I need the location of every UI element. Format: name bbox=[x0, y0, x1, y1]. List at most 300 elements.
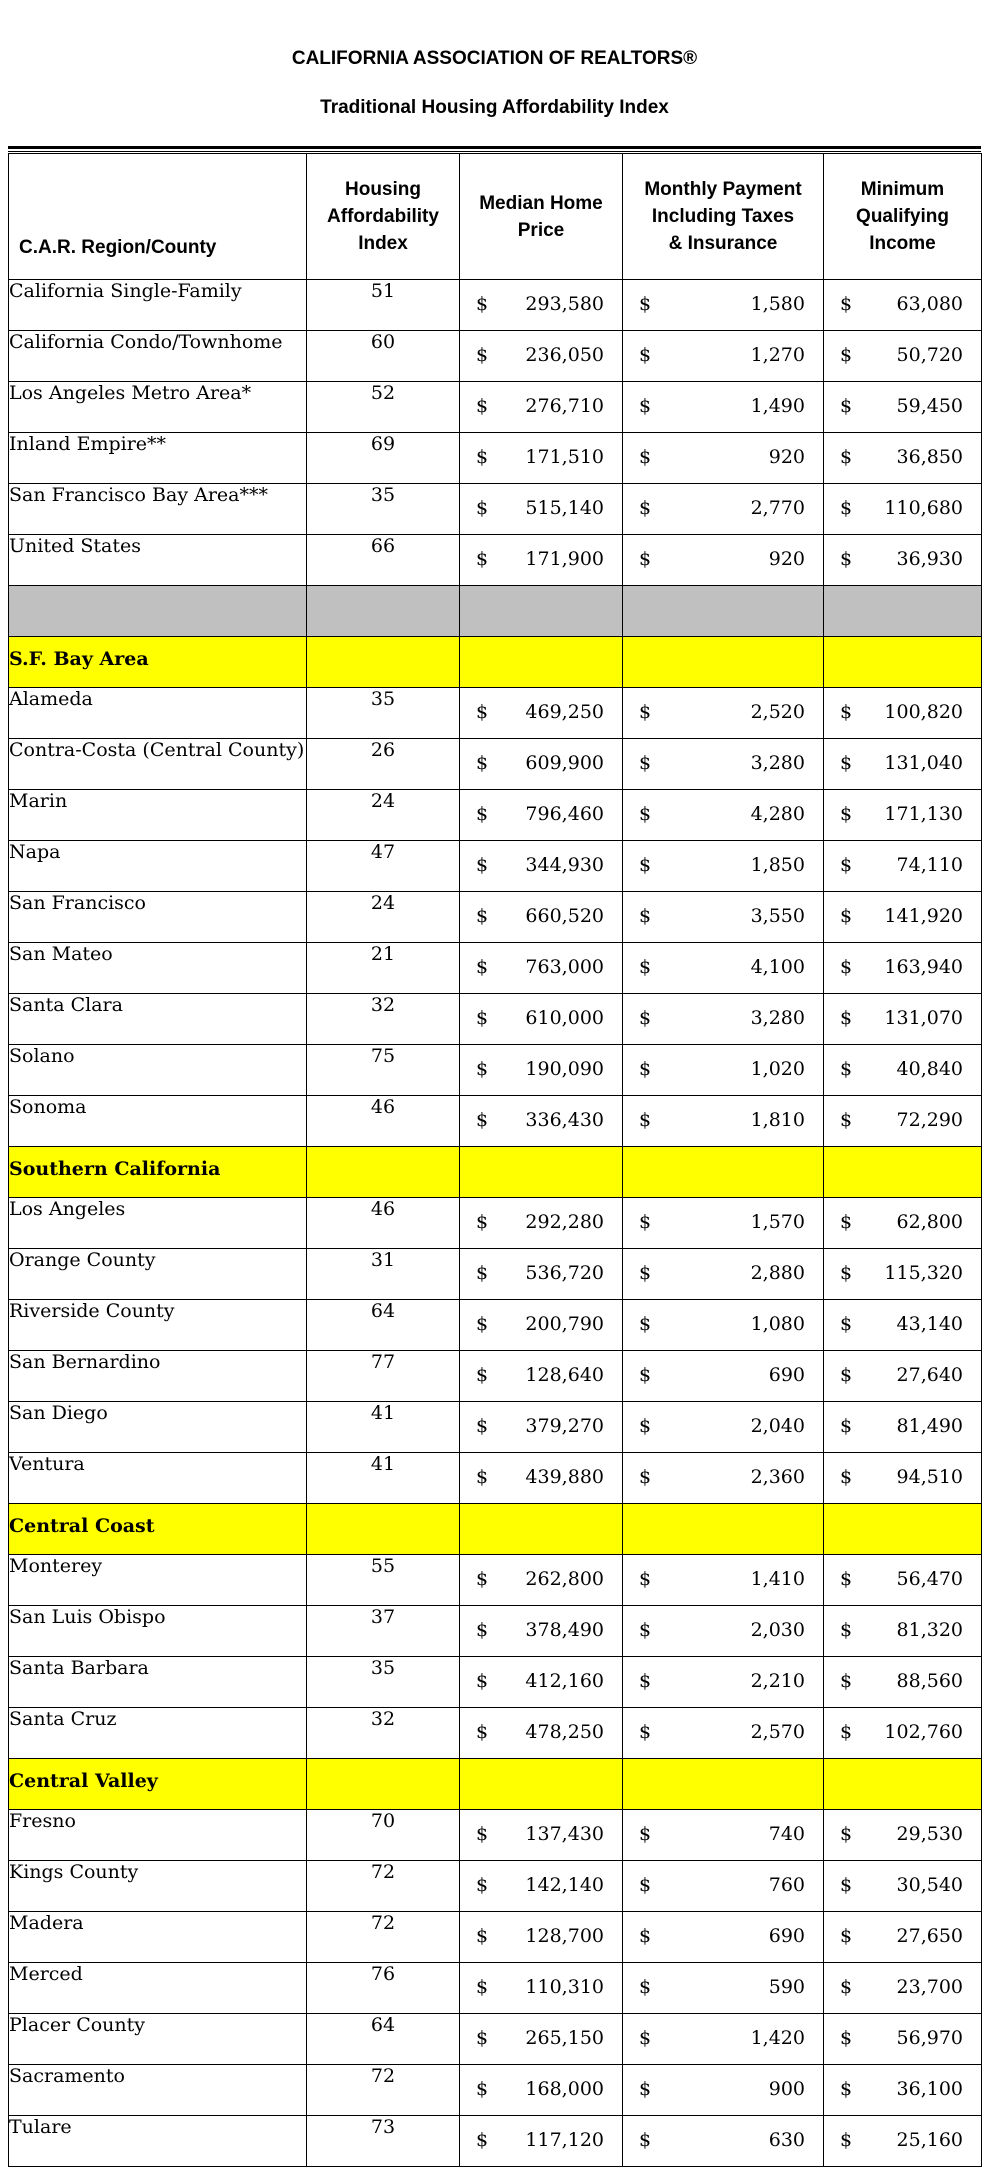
currency-symbol: $ bbox=[476, 1466, 489, 1488]
affordability-index: 32 bbox=[307, 1708, 460, 1759]
region-name: Fresno bbox=[9, 1810, 307, 1861]
section-title: Southern California bbox=[9, 1147, 307, 1198]
qualifying-income bbox=[824, 1402, 982, 1453]
monthly-payment bbox=[623, 994, 824, 1045]
region-name: Contra-Costa (Central County) bbox=[9, 739, 307, 790]
qualifying-income-value: 56,470 bbox=[896, 1568, 963, 1590]
monthly-payment bbox=[623, 1963, 824, 2014]
affordability-index: 60 bbox=[307, 331, 460, 382]
median-price-value: 439,880 bbox=[525, 1466, 604, 1488]
monthly-payment bbox=[623, 892, 824, 943]
monthly-payment-value: 2,030 bbox=[750, 1619, 805, 1641]
monthly-payment bbox=[623, 841, 824, 892]
median-price-value: 236,050 bbox=[525, 344, 604, 366]
table-top-rule bbox=[8, 146, 981, 149]
monthly-payment-value: 3,550 bbox=[750, 905, 805, 927]
monthly-payment bbox=[623, 484, 824, 535]
table-row bbox=[9, 790, 982, 841]
qualifying-income bbox=[824, 943, 982, 994]
monthly-payment bbox=[623, 1096, 824, 1147]
table-row bbox=[9, 1912, 982, 1963]
table-header-row bbox=[9, 154, 982, 280]
qualifying-income-value: 110,680 bbox=[884, 497, 963, 519]
currency-symbol: $ bbox=[476, 1670, 489, 1692]
median-price bbox=[460, 1657, 623, 1708]
section-cell bbox=[307, 637, 460, 688]
section-title: S.F. Bay Area bbox=[9, 637, 307, 688]
qualifying-income bbox=[824, 1963, 982, 2014]
qualifying-income bbox=[824, 1096, 982, 1147]
qualifying-income bbox=[824, 1708, 982, 1759]
median-price-value: 609,900 bbox=[525, 752, 604, 774]
monthly-payment-value: 1,580 bbox=[750, 293, 805, 315]
qualifying-income-value: 88,560 bbox=[896, 1670, 963, 1692]
currency-symbol: $ bbox=[639, 905, 652, 927]
table-row bbox=[9, 1708, 982, 1759]
median-price bbox=[460, 1453, 623, 1504]
affordability-index: 72 bbox=[307, 2065, 460, 2116]
monthly-payment-value: 690 bbox=[768, 1925, 805, 1947]
section-cell bbox=[307, 586, 460, 637]
monthly-payment bbox=[623, 1861, 824, 1912]
region-name: California Condo/Townhome bbox=[9, 331, 307, 382]
currency-symbol: $ bbox=[840, 1466, 853, 1488]
currency-symbol: $ bbox=[840, 446, 853, 468]
qualifying-income bbox=[824, 1810, 982, 1861]
section-cell bbox=[623, 637, 824, 688]
currency-symbol: $ bbox=[476, 752, 489, 774]
currency-symbol: $ bbox=[476, 1211, 489, 1233]
monthly-payment-value: 2,770 bbox=[750, 497, 805, 519]
median-price-value: 171,900 bbox=[525, 548, 604, 570]
currency-symbol: $ bbox=[840, 1058, 853, 1080]
region-name: Marin bbox=[9, 790, 307, 841]
table-row bbox=[9, 1657, 982, 1708]
table-row bbox=[9, 1453, 982, 1504]
region-name: Napa bbox=[9, 841, 307, 892]
table-row bbox=[9, 943, 982, 994]
monthly-payment bbox=[623, 1912, 824, 1963]
section-cell bbox=[623, 1147, 824, 1198]
region-name: San Francisco bbox=[9, 892, 307, 943]
qualifying-income bbox=[824, 1912, 982, 1963]
median-price-value: 378,490 bbox=[525, 1619, 604, 1641]
section-cell bbox=[623, 1759, 824, 1810]
currency-symbol: $ bbox=[476, 1364, 489, 1386]
currency-symbol: $ bbox=[840, 905, 853, 927]
currency-symbol: $ bbox=[840, 1211, 853, 1233]
region-name: Santa Barbara bbox=[9, 1657, 307, 1708]
table-row bbox=[9, 1402, 982, 1453]
median-price-value: 128,700 bbox=[525, 1925, 604, 1947]
qualifying-income bbox=[824, 1249, 982, 1300]
section-cell bbox=[460, 1504, 623, 1555]
affordability-table bbox=[8, 153, 982, 2167]
region-name: Los Angeles bbox=[9, 1198, 307, 1249]
currency-symbol: $ bbox=[840, 1823, 853, 1845]
qualifying-income-value: 72,290 bbox=[896, 1109, 963, 1131]
section-title: Central Coast bbox=[9, 1504, 307, 1555]
table-row bbox=[9, 2014, 982, 2065]
monthly-payment bbox=[623, 2116, 824, 2167]
region-name: Sonoma bbox=[9, 1096, 307, 1147]
region-name: United States bbox=[9, 535, 307, 586]
currency-symbol: $ bbox=[840, 1874, 853, 1896]
table-row bbox=[9, 1861, 982, 1912]
currency-symbol: $ bbox=[476, 293, 489, 315]
monthly-payment-value: 690 bbox=[768, 1364, 805, 1386]
currency-symbol: $ bbox=[476, 1262, 489, 1284]
table-row bbox=[9, 1096, 982, 1147]
currency-symbol: $ bbox=[840, 1670, 853, 1692]
qualifying-income-value: 141,920 bbox=[884, 905, 963, 927]
qualifying-income-value: 40,840 bbox=[896, 1058, 963, 1080]
table-row bbox=[9, 535, 982, 586]
median-price-value: 336,430 bbox=[525, 1109, 604, 1131]
currency-symbol: $ bbox=[639, 956, 652, 978]
section-header-row bbox=[9, 1147, 982, 1198]
currency-symbol: $ bbox=[639, 497, 652, 519]
currency-symbol: $ bbox=[639, 2078, 652, 2100]
qualifying-income bbox=[824, 1198, 982, 1249]
monthly-payment-value: 1,420 bbox=[750, 2027, 805, 2049]
currency-symbol: $ bbox=[639, 1415, 652, 1437]
qualifying-income-value: 30,540 bbox=[896, 1874, 963, 1896]
qualifying-income bbox=[824, 1657, 982, 1708]
qualifying-income-value: 63,080 bbox=[896, 293, 963, 315]
median-price-value: 469,250 bbox=[525, 701, 604, 723]
affordability-index: 46 bbox=[307, 1096, 460, 1147]
section-cell bbox=[623, 1504, 824, 1555]
region-name: San Diego bbox=[9, 1402, 307, 1453]
median-price bbox=[460, 1912, 623, 1963]
monthly-payment bbox=[623, 2014, 824, 2065]
qualifying-income-value: 27,640 bbox=[896, 1364, 963, 1386]
column-header-region: C.A.R. Region/County bbox=[9, 154, 307, 280]
median-price-value: 190,090 bbox=[525, 1058, 604, 1080]
separator-cell bbox=[9, 586, 307, 637]
document-title: CALIFORNIA ASSOCIATION OF REALTORS® bbox=[291, 48, 698, 69]
qualifying-income-value: 29,530 bbox=[896, 1823, 963, 1845]
monthly-payment bbox=[623, 1606, 824, 1657]
affordability-index: 31 bbox=[307, 1249, 460, 1300]
currency-symbol: $ bbox=[639, 548, 652, 570]
table-row bbox=[9, 1555, 982, 1606]
currency-symbol: $ bbox=[840, 956, 853, 978]
table-row bbox=[9, 1606, 982, 1657]
currency-symbol: $ bbox=[840, 2027, 853, 2049]
qualifying-income bbox=[824, 994, 982, 1045]
region-name: San Francisco Bay Area*** bbox=[9, 484, 307, 535]
monthly-payment-value: 2,520 bbox=[750, 701, 805, 723]
qualifying-income bbox=[824, 1045, 982, 1096]
qualifying-income-value: 50,720 bbox=[896, 344, 963, 366]
currency-symbol: $ bbox=[840, 1415, 853, 1437]
monthly-payment bbox=[623, 1810, 824, 1861]
section-cell bbox=[623, 586, 824, 637]
section-cell bbox=[824, 1504, 982, 1555]
median-price-value: 128,640 bbox=[525, 1364, 604, 1386]
currency-symbol: $ bbox=[840, 803, 853, 825]
monthly-payment-value: 2,360 bbox=[750, 1466, 805, 1488]
region-name: Los Angeles Metro Area* bbox=[9, 382, 307, 433]
monthly-payment-value: 760 bbox=[768, 1874, 805, 1896]
region-name: Orange County bbox=[9, 1249, 307, 1300]
qualifying-income bbox=[824, 1606, 982, 1657]
currency-symbol: $ bbox=[639, 803, 652, 825]
section-cell bbox=[307, 1504, 460, 1555]
currency-symbol: $ bbox=[840, 1109, 853, 1131]
median-price bbox=[460, 841, 623, 892]
monthly-payment bbox=[623, 1453, 824, 1504]
qualifying-income bbox=[824, 688, 982, 739]
currency-symbol: $ bbox=[840, 1925, 853, 1947]
median-price-value: 200,790 bbox=[525, 1313, 604, 1335]
column-header-monthly-payment: Monthly Payment Including Taxes & Insurance bbox=[623, 154, 824, 280]
table-row bbox=[9, 2065, 982, 2116]
affordability-index: 70 bbox=[307, 1810, 460, 1861]
table-row bbox=[9, 331, 982, 382]
section-cell bbox=[307, 1147, 460, 1198]
affordability-index: 75 bbox=[307, 1045, 460, 1096]
currency-symbol: $ bbox=[840, 1007, 853, 1029]
median-price bbox=[460, 892, 623, 943]
qualifying-income-value: 25,160 bbox=[896, 2129, 963, 2151]
median-price-value: 515,140 bbox=[525, 497, 604, 519]
monthly-payment-value: 590 bbox=[768, 1976, 805, 1998]
currency-symbol: $ bbox=[476, 1976, 489, 1998]
monthly-payment-value: 1,080 bbox=[750, 1313, 805, 1335]
qualifying-income-value: 163,940 bbox=[884, 956, 963, 978]
section-header-row bbox=[9, 1759, 982, 1810]
qualifying-income-value: 102,760 bbox=[884, 1721, 963, 1743]
currency-symbol: $ bbox=[476, 1313, 489, 1335]
affordability-index: 47 bbox=[307, 841, 460, 892]
monthly-payment bbox=[623, 331, 824, 382]
column-header-qualifying-income: Minimum Qualifying Income bbox=[824, 154, 982, 280]
monthly-payment bbox=[623, 943, 824, 994]
currency-symbol: $ bbox=[639, 2129, 652, 2151]
currency-symbol: $ bbox=[840, 293, 853, 315]
separator-row bbox=[9, 586, 982, 637]
column-header-index: Housing Affordability Index bbox=[307, 154, 460, 280]
monthly-payment-value: 4,280 bbox=[750, 803, 805, 825]
affordability-index: 35 bbox=[307, 484, 460, 535]
median-price bbox=[460, 1402, 623, 1453]
monthly-payment bbox=[623, 433, 824, 484]
currency-symbol: $ bbox=[840, 497, 853, 519]
table-row bbox=[9, 1810, 982, 1861]
section-cell bbox=[824, 1759, 982, 1810]
monthly-payment-value: 1,570 bbox=[750, 1211, 805, 1233]
monthly-payment-value: 2,210 bbox=[750, 1670, 805, 1692]
affordability-index: 41 bbox=[307, 1402, 460, 1453]
currency-symbol: $ bbox=[476, 548, 489, 570]
currency-symbol: $ bbox=[476, 1619, 489, 1641]
qualifying-income-value: 74,110 bbox=[896, 854, 963, 876]
monthly-payment-value: 4,100 bbox=[750, 956, 805, 978]
currency-symbol: $ bbox=[476, 701, 489, 723]
monthly-payment bbox=[623, 1657, 824, 1708]
section-cell bbox=[460, 1759, 623, 1810]
currency-symbol: $ bbox=[476, 854, 489, 876]
currency-symbol: $ bbox=[476, 1823, 489, 1845]
qualifying-income bbox=[824, 739, 982, 790]
median-price bbox=[460, 688, 623, 739]
affordability-index: 73 bbox=[307, 2116, 460, 2167]
qualifying-income-value: 43,140 bbox=[896, 1313, 963, 1335]
affordability-index: 64 bbox=[307, 2014, 460, 2065]
affordability-index: 77 bbox=[307, 1351, 460, 1402]
currency-symbol: $ bbox=[639, 1007, 652, 1029]
affordability-index: 51 bbox=[307, 280, 460, 331]
qualifying-income bbox=[824, 892, 982, 943]
qualifying-income-value: 81,490 bbox=[896, 1415, 963, 1437]
section-cell bbox=[824, 637, 982, 688]
currency-symbol: $ bbox=[639, 701, 652, 723]
table-row bbox=[9, 1045, 982, 1096]
monthly-payment bbox=[623, 1045, 824, 1096]
section-header-row bbox=[9, 637, 982, 688]
median-price-value: 763,000 bbox=[525, 956, 604, 978]
median-price bbox=[460, 535, 623, 586]
table-row bbox=[9, 688, 982, 739]
currency-symbol: $ bbox=[476, 395, 489, 417]
qualifying-income bbox=[824, 841, 982, 892]
region-name: Tulare bbox=[9, 2116, 307, 2167]
median-price-value: 293,580 bbox=[525, 293, 604, 315]
monthly-payment-value: 2,570 bbox=[750, 1721, 805, 1743]
currency-symbol: $ bbox=[639, 1262, 652, 1284]
section-cell bbox=[460, 586, 623, 637]
median-price-value: 796,460 bbox=[525, 803, 604, 825]
monthly-payment-value: 1,810 bbox=[750, 1109, 805, 1131]
currency-symbol: $ bbox=[840, 1619, 853, 1641]
region-name: Merced bbox=[9, 1963, 307, 2014]
table-row bbox=[9, 1351, 982, 1402]
currency-symbol: $ bbox=[639, 1823, 652, 1845]
currency-symbol: $ bbox=[476, 1415, 489, 1437]
median-price bbox=[460, 1708, 623, 1759]
median-price bbox=[460, 2065, 623, 2116]
column-header-median-price: Median Home Price bbox=[460, 154, 623, 280]
currency-symbol: $ bbox=[639, 1619, 652, 1641]
qualifying-income bbox=[824, 433, 982, 484]
currency-symbol: $ bbox=[639, 1568, 652, 1590]
affordability-index: 21 bbox=[307, 943, 460, 994]
section-cell bbox=[824, 586, 982, 637]
qualifying-income-value: 23,700 bbox=[896, 1976, 963, 1998]
currency-symbol: $ bbox=[476, 1874, 489, 1896]
median-price bbox=[460, 382, 623, 433]
currency-symbol: $ bbox=[840, 1721, 853, 1743]
qualifying-income-value: 62,800 bbox=[896, 1211, 963, 1233]
section-title: Central Valley bbox=[9, 1759, 307, 1810]
monthly-payment-value: 740 bbox=[768, 1823, 805, 1845]
qualifying-income-value: 131,070 bbox=[884, 1007, 963, 1029]
currency-symbol: $ bbox=[476, 905, 489, 927]
monthly-payment bbox=[623, 739, 824, 790]
qualifying-income-value: 115,320 bbox=[884, 1262, 963, 1284]
median-price-value: 171,510 bbox=[525, 446, 604, 468]
monthly-payment bbox=[623, 1708, 824, 1759]
region-name: San Luis Obispo bbox=[9, 1606, 307, 1657]
affordability-index: 64 bbox=[307, 1300, 460, 1351]
median-price-value: 478,250 bbox=[525, 1721, 604, 1743]
currency-symbol: $ bbox=[840, 1568, 853, 1590]
median-price bbox=[460, 1351, 623, 1402]
region-name: Santa Cruz bbox=[9, 1708, 307, 1759]
monthly-payment-value: 3,280 bbox=[750, 1007, 805, 1029]
median-price-value: 262,800 bbox=[525, 1568, 604, 1590]
currency-symbol: $ bbox=[476, 497, 489, 519]
currency-symbol: $ bbox=[639, 1466, 652, 1488]
qualifying-income bbox=[824, 790, 982, 841]
qualifying-income bbox=[824, 1351, 982, 1402]
currency-symbol: $ bbox=[476, 2129, 489, 2151]
currency-symbol: $ bbox=[639, 1109, 652, 1131]
qualifying-income bbox=[824, 1861, 982, 1912]
qualifying-income bbox=[824, 1555, 982, 1606]
currency-symbol: $ bbox=[840, 1364, 853, 1386]
region-name: Ventura bbox=[9, 1453, 307, 1504]
region-name: Inland Empire** bbox=[9, 433, 307, 484]
currency-symbol: $ bbox=[476, 1058, 489, 1080]
affordability-index: 46 bbox=[307, 1198, 460, 1249]
table-row bbox=[9, 1249, 982, 1300]
median-price bbox=[460, 433, 623, 484]
currency-symbol: $ bbox=[476, 1568, 489, 1590]
monthly-payment-value: 900 bbox=[768, 2078, 805, 2100]
affordability-index: 76 bbox=[307, 1963, 460, 2014]
median-price-value: 265,150 bbox=[525, 2027, 604, 2049]
qualifying-income-value: 36,100 bbox=[896, 2078, 963, 2100]
monthly-payment-value: 1,850 bbox=[750, 854, 805, 876]
qualifying-income-value: 59,450 bbox=[896, 395, 963, 417]
affordability-index: 69 bbox=[307, 433, 460, 484]
currency-symbol: $ bbox=[639, 1670, 652, 1692]
currency-symbol: $ bbox=[476, 446, 489, 468]
table-row bbox=[9, 382, 982, 433]
monthly-payment bbox=[623, 382, 824, 433]
monthly-payment bbox=[623, 790, 824, 841]
monthly-payment bbox=[623, 1402, 824, 1453]
median-price-value: 344,930 bbox=[525, 854, 604, 876]
qualifying-income-value: 171,130 bbox=[884, 803, 963, 825]
table-row bbox=[9, 1963, 982, 2014]
qualifying-income bbox=[824, 535, 982, 586]
median-price bbox=[460, 1810, 623, 1861]
qualifying-income bbox=[824, 382, 982, 433]
monthly-payment bbox=[623, 1198, 824, 1249]
affordability-index: 24 bbox=[307, 892, 460, 943]
median-price bbox=[460, 1861, 623, 1912]
currency-symbol: $ bbox=[639, 752, 652, 774]
monthly-payment bbox=[623, 2065, 824, 2116]
section-cell bbox=[460, 637, 623, 688]
qualifying-income-value: 100,820 bbox=[884, 701, 963, 723]
qualifying-income bbox=[824, 1300, 982, 1351]
affordability-index: 26 bbox=[307, 739, 460, 790]
median-price-value: 379,270 bbox=[525, 1415, 604, 1437]
currency-symbol: $ bbox=[840, 395, 853, 417]
monthly-payment-value: 920 bbox=[768, 446, 805, 468]
monthly-payment-value: 2,880 bbox=[750, 1262, 805, 1284]
median-price-value: 412,160 bbox=[525, 1670, 604, 1692]
currency-symbol: $ bbox=[840, 1262, 853, 1284]
section-header-row bbox=[9, 1504, 982, 1555]
median-price bbox=[460, 484, 623, 535]
